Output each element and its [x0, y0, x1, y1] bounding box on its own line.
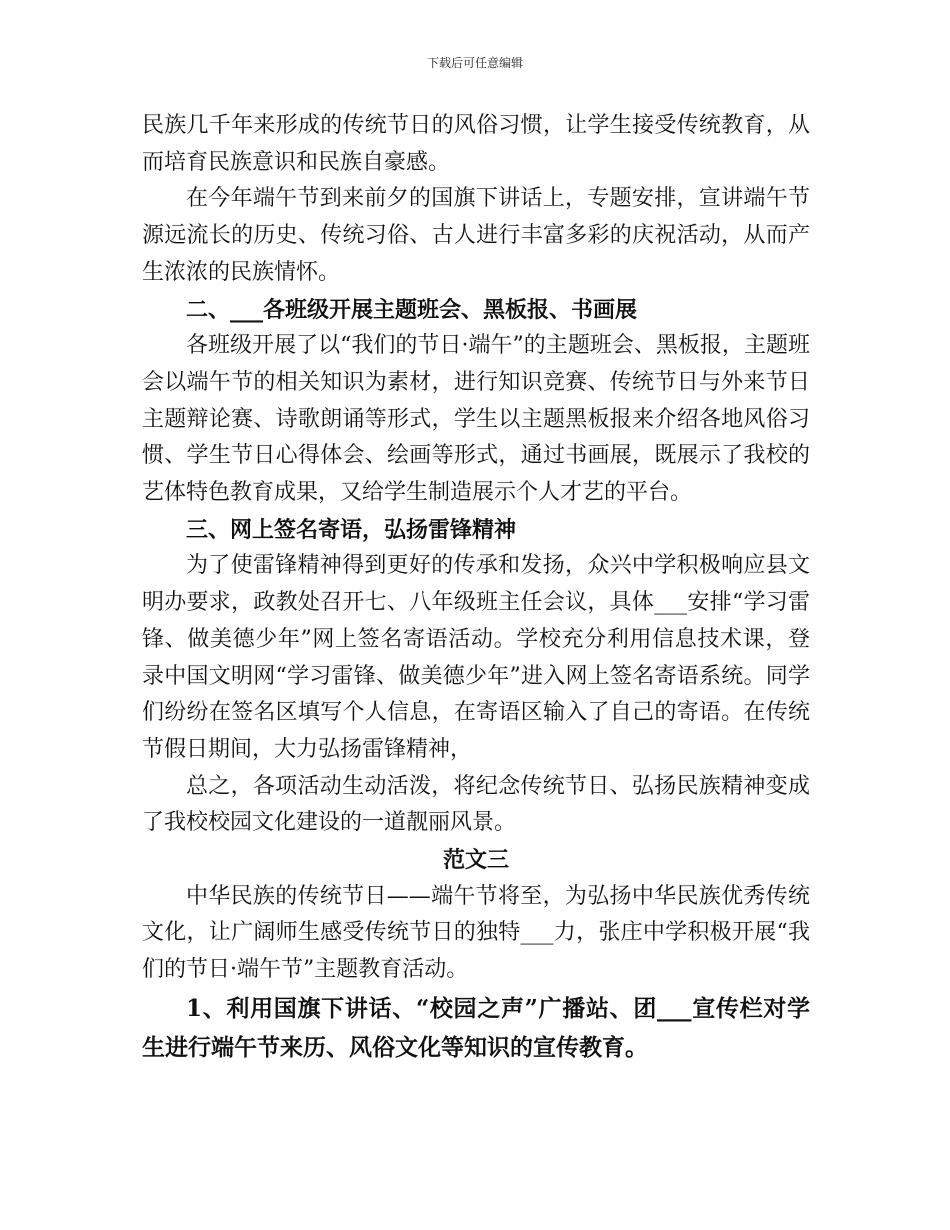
section-title-fanwen-3: 范文三: [442, 847, 509, 874]
document-body: [142, 108, 810, 1067]
section-heading-2: 二、___各班级开展主题班会、黑板报、书画展: [186, 296, 638, 323]
paragraph-class-activities: 各班级开展了以“我们的节日·端午”的主题班会、黑板报，主题班会以端午节的相关知识为素材，进行知识竞赛、传统节日与外来节日主题辩论赛、诗歌朗诵等形式，学生以主题黑板报来介绍各地风俗习惯、学生节日心得体会、绘画等形式，通过书画展，既展示了我校的艺体特色教育成果，又给学生制造展示个人才艺的平台。: [142, 333, 810, 506]
paragraph-flag-speech: 在今年端午节到来前夕的国旗下讲话上，专题安排，宣讲端午节源远流长的历史、传统习俗、古人进行丰富多彩的庆祝活动，从而产生浓浓的民族情怀。: [142, 186, 810, 285]
page-header-note: 下载后可任意编辑: [426, 56, 523, 70]
paragraph-continuation: 民族几千年来形成的传统节日的风俗习惯，让学生接受传统教育，从而培育民族意识和民族自豪感。: [142, 113, 810, 175]
paragraph-intro-3: 中华民族的传统节日——端午节将至，为弘扬中华民族优秀传统文化，让广阔师生感受传统节日的独特___力，张庄中学积极开展“我们的节日·端午节”主题教育活动。: [142, 883, 810, 983]
paragraph-leifeng: 为了使雷锋精神得到更好的传承和发扬，众兴中学积极响应县文明办要求，政教处召开七、八年级班主任会议，具体___安排“学习雷锋、做美德少年”网上签名寄语活动。学校充分利用信息技术课，登录中国文明网“学习雷锋、做美德少年”进入网上签名寄语系统。同学们纷纷在签名区填写个人信息，在寄语区输入了自己的寄语。在传统节假日期间，大力弘扬雷锋精神，: [142, 553, 810, 762]
section-heading-3: 三、网上签名寄语，弘扬雷锋精神: [186, 516, 517, 543]
paragraph-summary: 总之，各项活动生动活泼，将纪念传统节日、弘扬民族精神变成了我校校园文化建设的一道靓丽风景。: [142, 773, 810, 836]
list-item-1: 1、利用国旗下讲话、“校园之声”广播站、团___宣传栏对学生进行端午节来历、风俗文化等知识的宣传教育。: [142, 994, 810, 1061]
